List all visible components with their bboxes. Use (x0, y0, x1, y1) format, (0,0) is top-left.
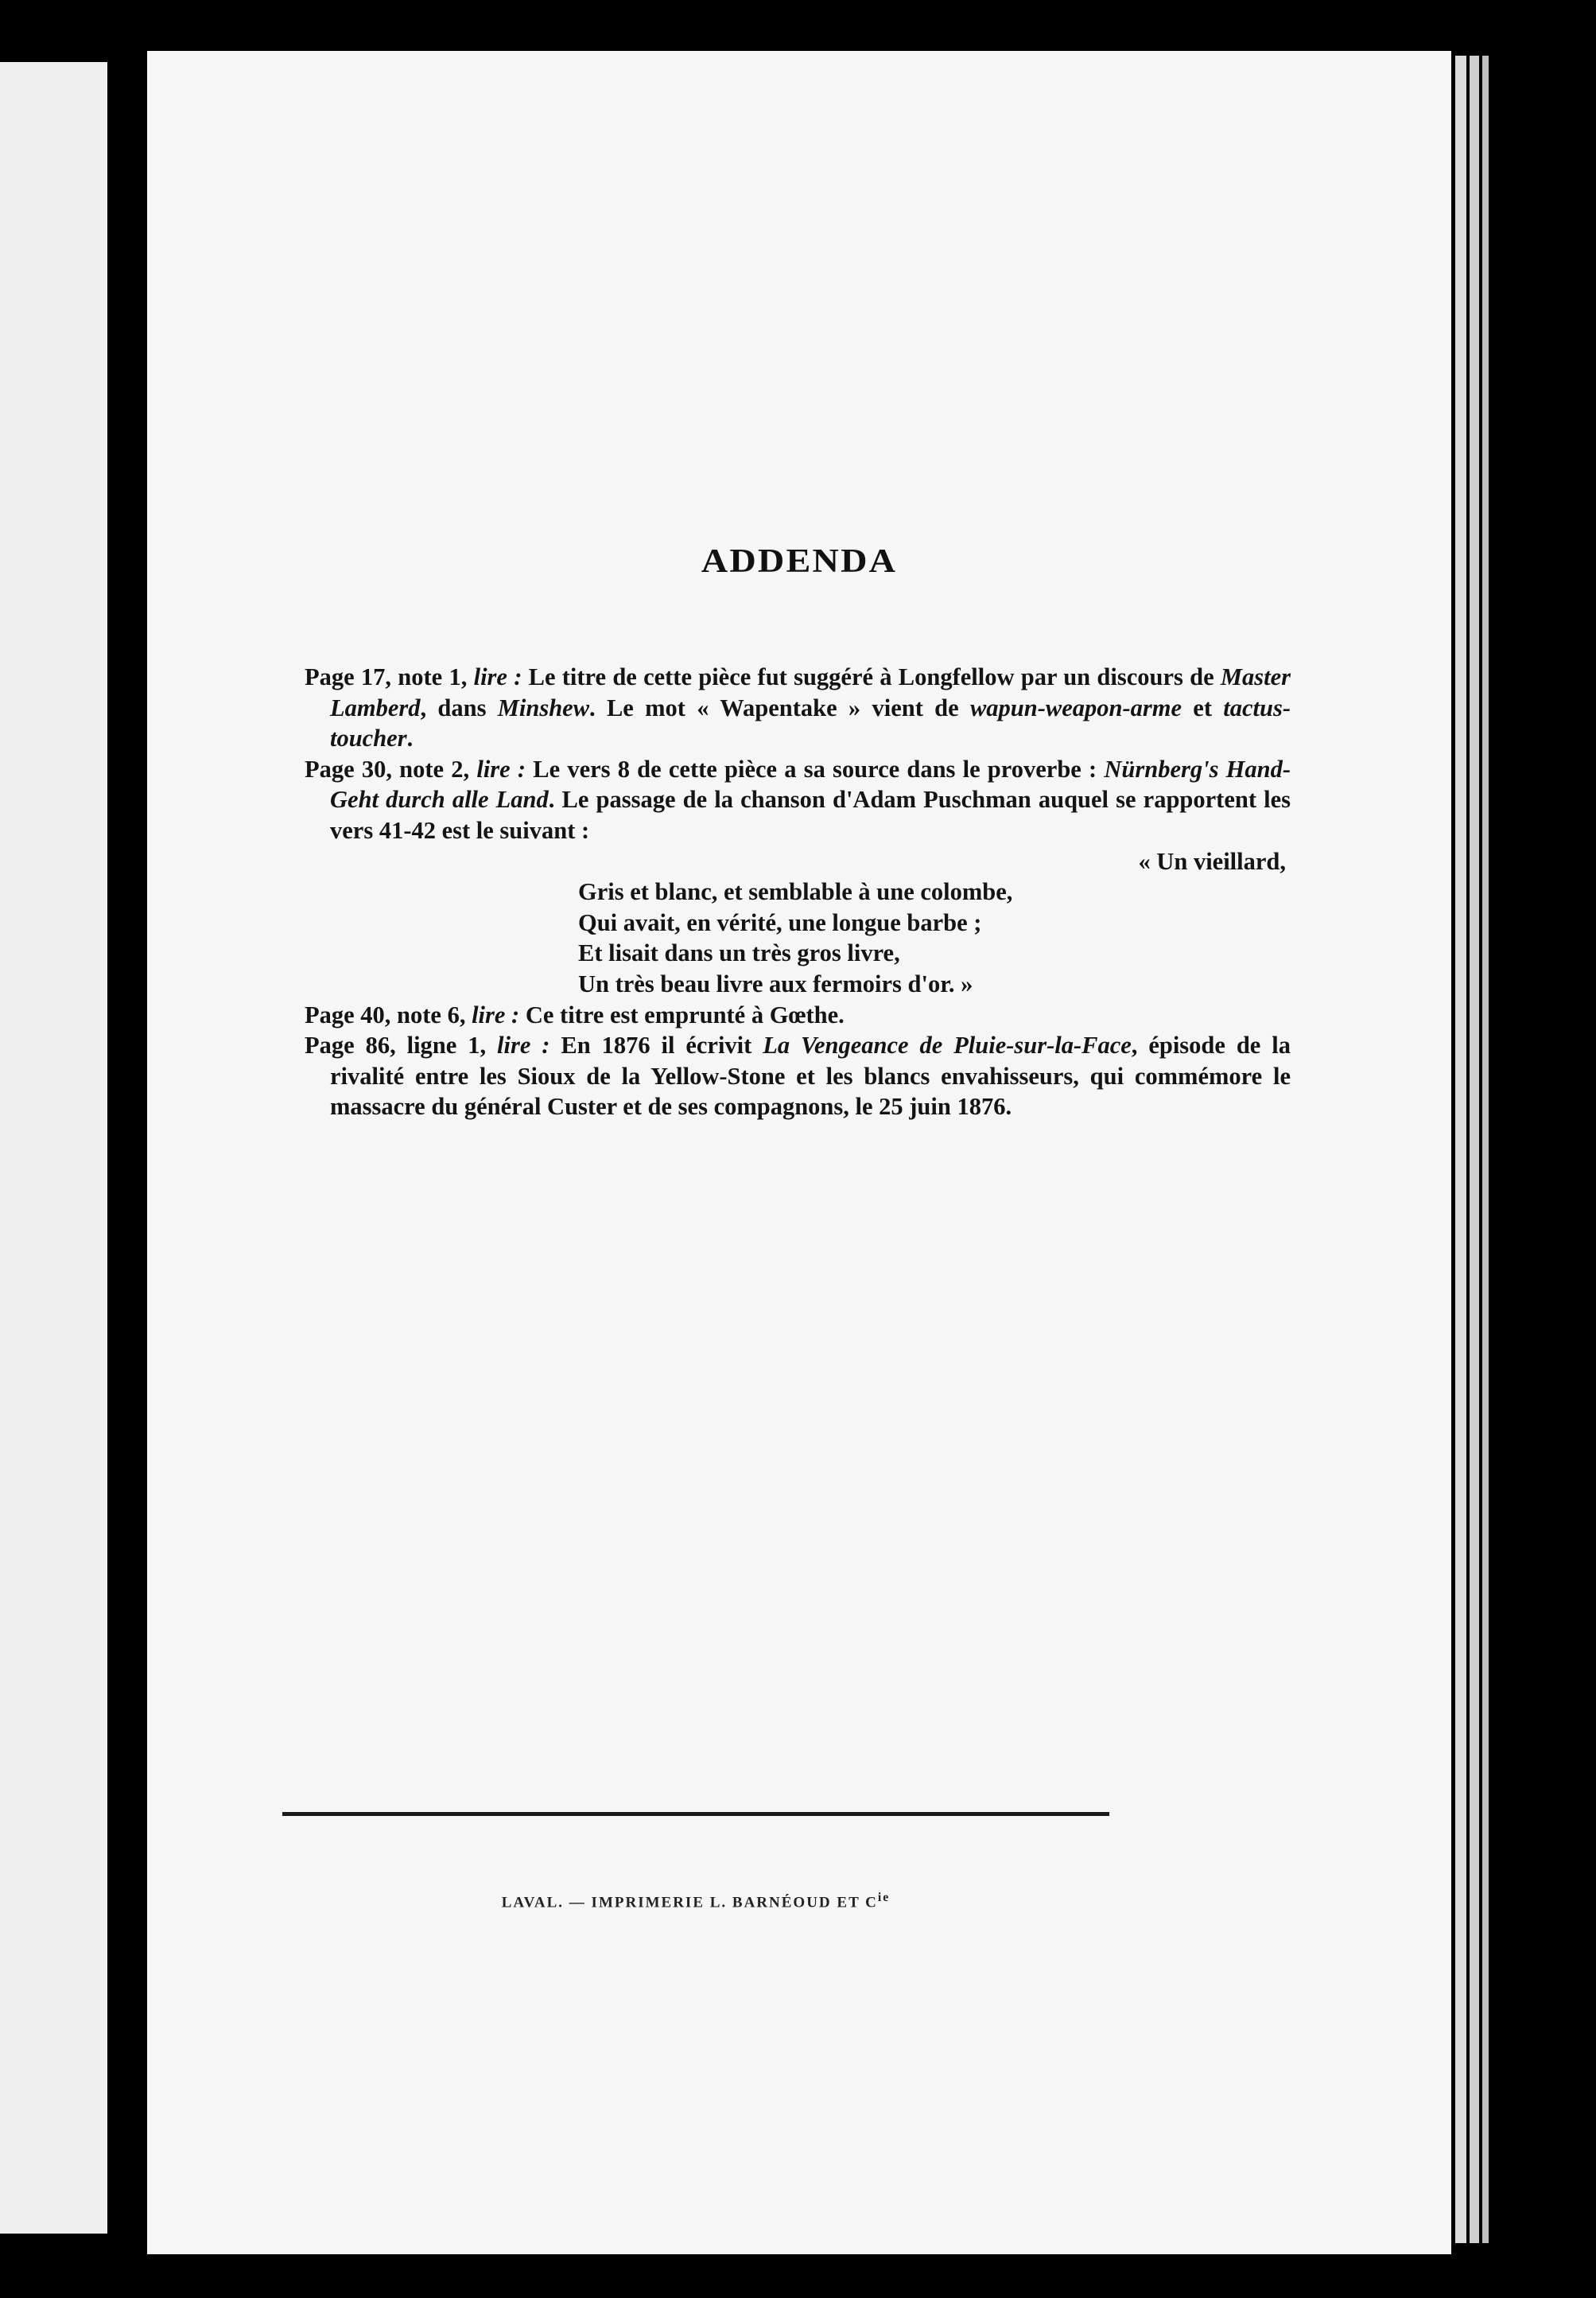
note-reference: Page 86, ligne 1, (305, 1032, 498, 1060)
note-italic: Nürnberg's Hand-Geht durch alle Land (330, 755, 1291, 814)
note-text: . Le mot « Wapentake » vient de (589, 694, 970, 721)
note-text: . Le passage de la chanson d'Adam Puschman auquel se rapportent les vers 41-42 est le suivant : (330, 786, 1291, 844)
note-italic: Master Lamberd (330, 663, 1291, 721)
page-edge (1455, 56, 1466, 2243)
page-edge (1482, 56, 1489, 2243)
verse-line: Un très beau livre aux fermoirs d'or. » (578, 970, 973, 997)
imprint-superscript: ie (877, 1891, 891, 1904)
addenda-notes (305, 662, 1291, 1122)
quoted-verse (305, 846, 1294, 1000)
note-text: En 1876 il écrivit (549, 1032, 763, 1060)
printer-imprint (282, 1891, 1109, 1911)
addendum-note (305, 1030, 1291, 1122)
note-lire: lire : (497, 1032, 550, 1060)
note-lire: lire : (473, 663, 522, 690)
addendum-note (305, 754, 1291, 846)
verse-line: « Un vieillard, (1138, 847, 1286, 875)
verse-line: Et lisait dans un très gros livre, (578, 939, 900, 967)
addendum-note (305, 1000, 1291, 1031)
verse-line: Gris et blanc, et semblable à une colombe, (578, 878, 1013, 906)
note-text: Ce titre est emprunté à Gœthe. (519, 1001, 845, 1028)
note-reference: Page 17, note 1, (305, 663, 474, 690)
verse-line: Qui avait, en vérité, une longue barbe ; (578, 908, 982, 936)
previous-page-edge (0, 62, 107, 2234)
note-lire: lire : (472, 1001, 520, 1028)
page-title: ADDENDA (701, 543, 898, 580)
note-text: . (406, 725, 414, 752)
note-text: , dans (420, 694, 498, 721)
note-text: , épisode de la rivalité entre les Sioux de la Yellow-Stone et les blancs envahisseurs, qui commémore le massacre du général Custer et de ses compagnons, le 25 juin 1876. (330, 1032, 1291, 1121)
imprint-text: LAVAL. — IMPRIMERIE L. BARNÉOUD ET C (501, 1894, 878, 1911)
note-lire: lire : (476, 755, 526, 783)
page-edge (1470, 56, 1479, 2243)
note-reference: Page 40, note 6, (305, 1001, 472, 1028)
note-italic: Minshew (497, 694, 590, 721)
addendum-note (305, 662, 1291, 754)
note-text: Le vers 8 de cette pièce a sa source dans le proverbe : (526, 755, 1105, 783)
note-italic: tactus-toucher (330, 694, 1291, 752)
note-text: et (1182, 694, 1224, 721)
book-page (147, 51, 1451, 2254)
note-italic: wapun-weapon-arme (969, 694, 1182, 721)
note-text: Le titre de cette pièce fut suggéré à Longfellow par un discours de (522, 663, 1221, 690)
note-italic: La Vengeance de Pluie-sur-la-Face (763, 1032, 1132, 1060)
note-reference: Page 30, note 2, (305, 755, 477, 783)
footer-rule (282, 1812, 1109, 1816)
